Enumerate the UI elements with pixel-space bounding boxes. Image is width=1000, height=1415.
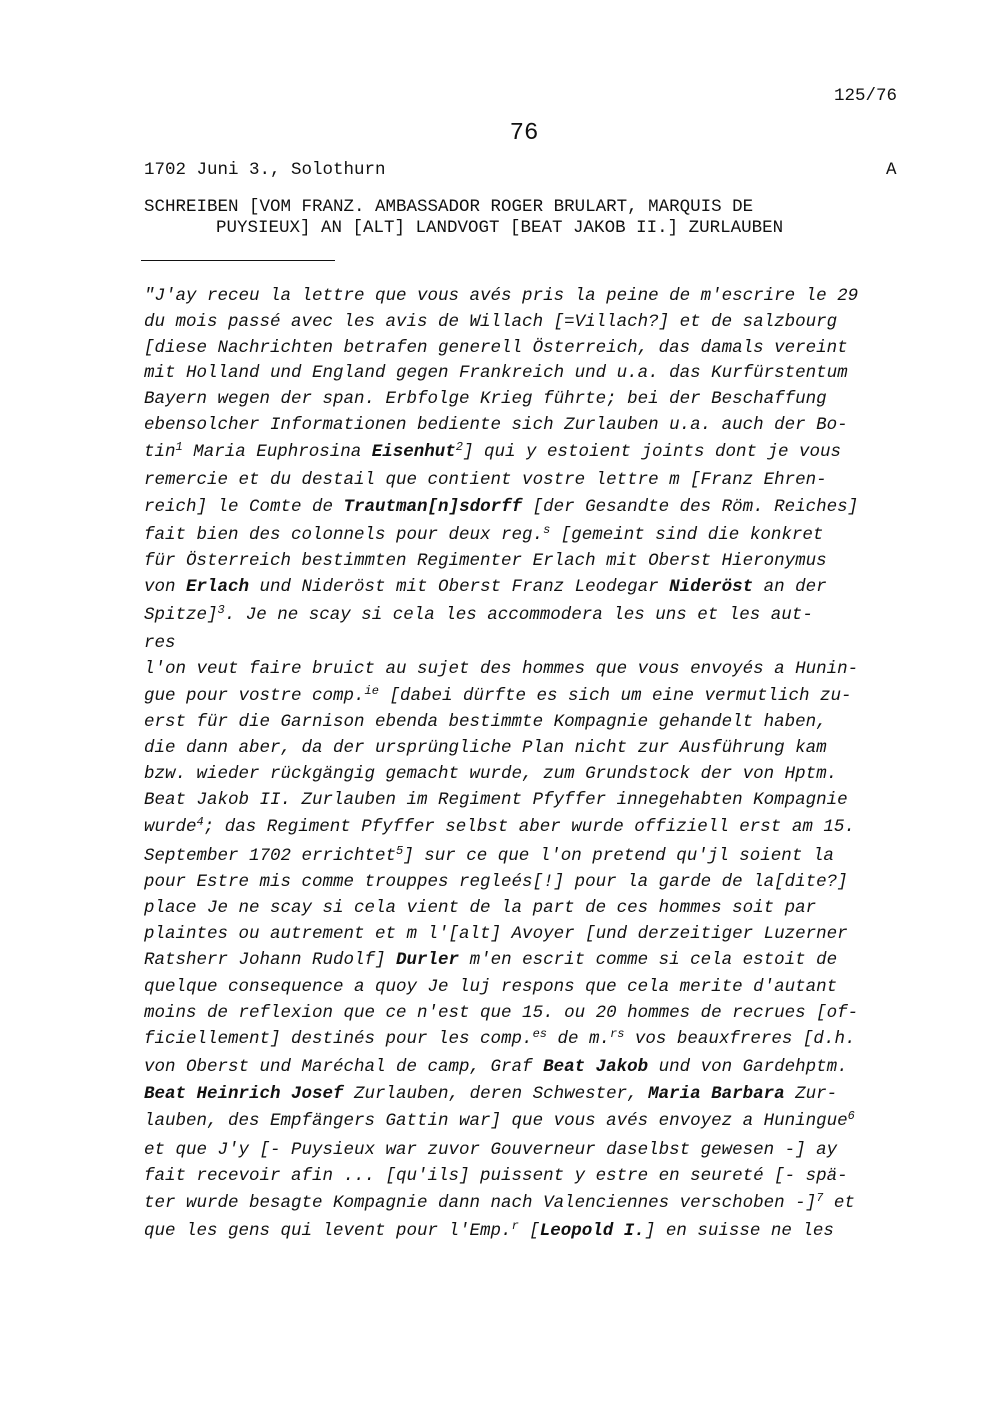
text-line — [144, 1111, 855, 1131]
text-line — [144, 605, 813, 625]
text-segment: von Oberst und Maréchal de camp, Graf — [144, 1057, 544, 1077]
footnote-marker: es — [532, 1027, 547, 1041]
text-line — [144, 898, 816, 918]
text-segment: [der Gesandte des Röm. Reiches] — [522, 497, 859, 517]
text-segment: Beat Jakob II. Zurlauben im Regiment Pfyffer innegehabten Kompagnie — [144, 790, 848, 810]
text-segment: bzw. wieder rückgängig gemacht wurde, zum Grundstock der von Hptm. — [144, 764, 838, 784]
text-segment: ficiellement] destinés pour les comp. — [144, 1029, 533, 1049]
text-line — [144, 790, 848, 810]
text-line — [144, 846, 834, 866]
text-segment: und von Gardehptm. — [648, 1057, 848, 1077]
text-line — [144, 686, 852, 706]
text-segment: et — [823, 1193, 855, 1213]
text-segment: ; das Regiment Pfyffer selbst aber wurde offiziell erst am 15. — [203, 817, 855, 837]
footnote-marker: rs — [610, 1027, 625, 1041]
footnote-marker: 1 — [175, 440, 183, 454]
text-segment: erst für die Garnison ebenda bestimmte Kompagnie gehandelt haben, — [144, 712, 827, 732]
text-segment: du mois passé avec les avis de Willach [=Villach?] et de salzbourg — [144, 312, 838, 332]
text-line — [144, 286, 858, 306]
text-segment: für Österreich bestimmten Regimenter Erlach mit Oberst Hieronymus — [144, 551, 827, 571]
text-line — [144, 1193, 855, 1213]
text-line — [144, 470, 827, 490]
text-line — [144, 764, 837, 784]
text-segment: l'on veut faire bruict au sujet des hommes que vous envoyés a Hunin- — [144, 659, 859, 679]
text-segment: plaintes ou autrement et m l'[alt] Avoyer [und derzeitiger Luzerner — [144, 924, 848, 944]
heading-line-2: PUYSIEUX] AN [ALT] LANDVOGT [BEAT JAKOB II.] ZURLAUBEN — [216, 218, 784, 238]
text-segment: Spitze] — [144, 605, 218, 625]
text-segment: quelque consequence a quoy Je luj respons que cela merite d'autant — [144, 977, 838, 997]
text-line — [144, 1029, 855, 1049]
text-segment: und Nideröst mit Oberst Franz Leodegar — [249, 577, 670, 597]
text-line — [144, 442, 841, 462]
bold-name: Trautman[n]sdorff — [343, 497, 523, 517]
text-segment: moins de reflexion que ce n'est que 15. ou 20 hommes de recrues [of- — [144, 1003, 859, 1023]
text-segment: ebensolcher Informationen bediente sich Zurlauben u.a. auch der Bo- — [144, 415, 848, 435]
document-number: 76 — [509, 120, 539, 147]
text-line — [144, 872, 848, 892]
text-line — [144, 338, 848, 358]
footnote-marker: s — [543, 523, 551, 537]
text-segment: de m. — [546, 1029, 610, 1049]
text-line — [144, 633, 176, 653]
text-line — [144, 551, 827, 571]
text-segment: wurde — [144, 817, 197, 837]
bold-name: Nideröst — [669, 577, 754, 597]
footnote-marker: 6 — [847, 1109, 855, 1123]
bold-name: Beat Jakob — [543, 1057, 649, 1077]
text-segment: que les gens qui levent pour l'Emp. — [144, 1221, 512, 1241]
footnote-marker: 4 — [196, 815, 204, 829]
text-segment: [dabei dürfte es sich um eine vermutlich zu- — [378, 686, 852, 706]
footnote-marker: 3 — [217, 603, 225, 617]
text-segment: ] qui y estoient joints dont je vous — [462, 442, 842, 462]
text-line — [144, 1221, 834, 1241]
text-segment: von — [144, 577, 187, 597]
text-line — [144, 1166, 848, 1186]
footnote-marker: r — [511, 1219, 519, 1233]
text-segment: Ratsherr Johann Rudolf] — [144, 950, 397, 970]
text-line — [144, 389, 827, 409]
text-segment: ter wurde besagte Kompagnie dann nach Valenciennes verschoben -] — [144, 1193, 817, 1213]
footnote-marker: 2 — [455, 440, 463, 454]
footnote-marker: 7 — [816, 1191, 824, 1205]
text-segment: Maria Euphrosina — [182, 442, 372, 462]
text-segment: an der — [753, 577, 827, 597]
footnote-marker: 5 — [396, 844, 404, 858]
footnote-marker: ie — [364, 684, 379, 698]
text-segment: fait bien des colonnels pour deux reg. — [144, 525, 544, 545]
text-segment: ] en suisse ne les — [644, 1221, 834, 1241]
text-segment: lauben, des Empfängers Gattin war] que vous avés envoyez a Huningue — [144, 1111, 848, 1131]
text-line — [144, 924, 848, 944]
text-segment: pour Estre mis comme trouppes regleés[!] pour la garde de la[dite?] — [144, 872, 848, 892]
text-line — [144, 950, 837, 970]
text-line — [144, 738, 827, 758]
text-segment: fait recevoir afin ... [qu'ils] puissent y estre en seureté [- spä- — [144, 1166, 848, 1186]
text-segment: . Je ne scay si cela les accommodera les uns et les aut- — [224, 605, 813, 625]
text-line — [144, 1057, 848, 1077]
folio-number: 125/76 — [834, 86, 898, 106]
source-sigla: A — [886, 160, 897, 180]
text-segment: m'en escrit comme si cela estoit de — [459, 950, 838, 970]
text-line — [144, 312, 837, 332]
text-segment: die dann aber, da der ursprüngliche Plan nicht zur Ausführung kam — [144, 738, 827, 758]
bold-name: Eisenhut — [371, 442, 456, 462]
text-segment: Zurlauben, deren Schwester, — [343, 1084, 649, 1104]
text-line — [144, 497, 858, 517]
text-line — [144, 977, 837, 997]
text-segment: [ — [518, 1221, 540, 1241]
text-segment: ] sur ce que l'on pretend qu'jl soient la — [403, 846, 834, 866]
heading-line-1: SCHREIBEN [VOM FRANZ. AMBASSADOR ROGER BRULART, MARQUIS DE — [144, 197, 754, 217]
bold-name: Durler — [396, 950, 460, 970]
text-segment: place Je ne scay si cela vient de la part de ces hommes soit par — [144, 898, 817, 918]
text-line — [144, 659, 858, 679]
text-segment: res — [144, 633, 176, 653]
text-segment: et que J'y [- Puysieux war zuvor Gouverneur daselbst gewesen -] ay — [144, 1140, 838, 1160]
text-line — [144, 1003, 858, 1023]
text-line — [144, 415, 848, 435]
text-segment: gue pour vostre comp. — [144, 686, 365, 706]
text-segment: remercie et du destail que contient vostre lettre m [Franz Ehren- — [144, 470, 827, 490]
date-place: 1702 Juni 3., Solothurn — [144, 160, 386, 180]
text-segment: "J'ay receu la lettre que vous avés pris la peine de m'escrire le 29 — [144, 286, 859, 306]
text-line — [144, 817, 855, 837]
text-line — [144, 1140, 837, 1160]
bold-name: Maria Barbara — [648, 1084, 785, 1104]
bold-name: Beat Heinrich Josef — [144, 1084, 344, 1104]
text-segment: vos beauxfreres [d.h. — [624, 1029, 856, 1049]
text-line — [144, 577, 827, 597]
text-line — [144, 712, 827, 732]
text-segment: [diese Nachrichten betrafen generell Österreich, das damals vereint — [144, 338, 848, 358]
text-segment: September 1702 errichtet — [144, 846, 397, 866]
text-line — [144, 1084, 837, 1104]
text-segment: reich] le Comte de — [144, 497, 344, 517]
text-segment: mit Holland und England gegen Frankreich und u.a. das Kurfürstentum — [144, 363, 848, 383]
text-segment: Zur- — [784, 1084, 838, 1104]
text-segment: tin — [144, 442, 176, 462]
text-segment: [gemeint sind die konkret — [550, 525, 824, 545]
text-line — [144, 525, 823, 545]
text-line — [144, 363, 848, 383]
bold-name: Leopold I. — [539, 1221, 645, 1241]
heading-rule — [141, 260, 335, 261]
text-segment: Bayern wegen der span. Erbfolge Krieg führte; bei der Beschaffung — [144, 389, 827, 409]
bold-name: Erlach — [186, 577, 250, 597]
